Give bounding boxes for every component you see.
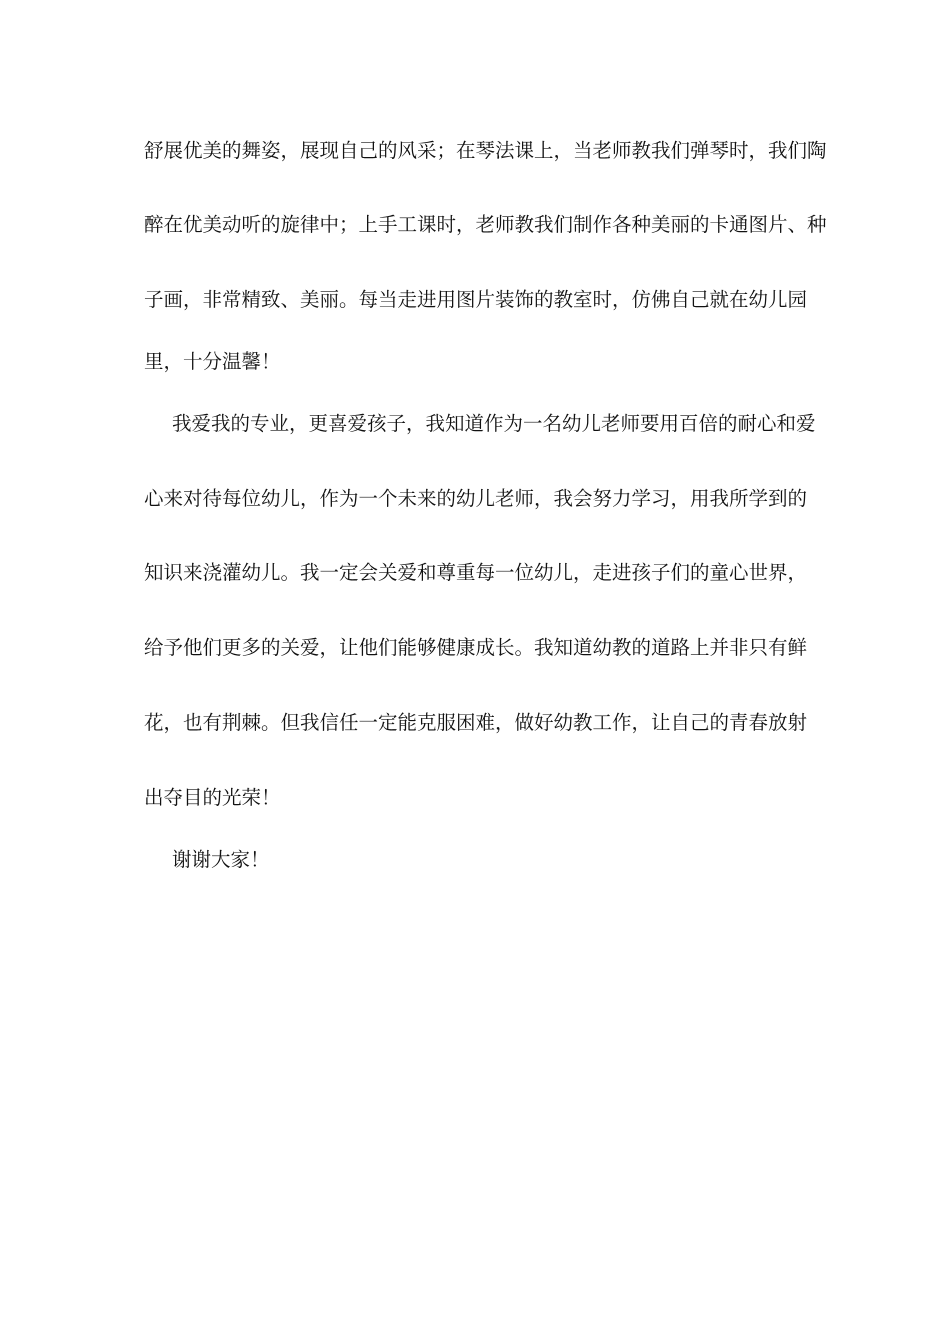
text-line: 出夺目的光荣！: [144, 786, 281, 809]
text-line: 给予他们更多的关爱，让他们能够健康成长。我知道幼教的道路上并非只有鲜: [144, 636, 808, 659]
text-line: 舒展优美的舞姿，展现自己的风采；在琴法课上，当老师教我们弹琴时，我们陶: [144, 139, 827, 162]
text-line: 花，也有荆棘。但我信任一定能克服困难，做好幼教工作，让自己的青春放射: [144, 711, 808, 734]
text-line: 子画，非常精致、美丽。每当走进用图片装饰的教室时，仿佛自己就在幼儿园: [144, 288, 808, 311]
text-line: 里，十分温馨！: [144, 350, 281, 373]
text-line: 醉在优美动听的旋律中；上手工课时，老师教我们制作各种美丽的卡通图片、种: [144, 213, 827, 236]
closing-line: 谢谢大家！: [172, 848, 270, 871]
text-line: 心来对待每位幼儿，作为一个未来的幼儿老师，我会努力学习，用我所学到的: [144, 487, 808, 510]
text-line: 知识来浇灌幼儿。我一定会关爱和尊重每一位幼儿，走进孩子们的童心世界，: [144, 561, 808, 584]
paragraph-first-line: 我爱我的专业，更喜爱孩子，我知道作为一名幼儿老师要用百倍的耐心和爱: [172, 412, 816, 435]
